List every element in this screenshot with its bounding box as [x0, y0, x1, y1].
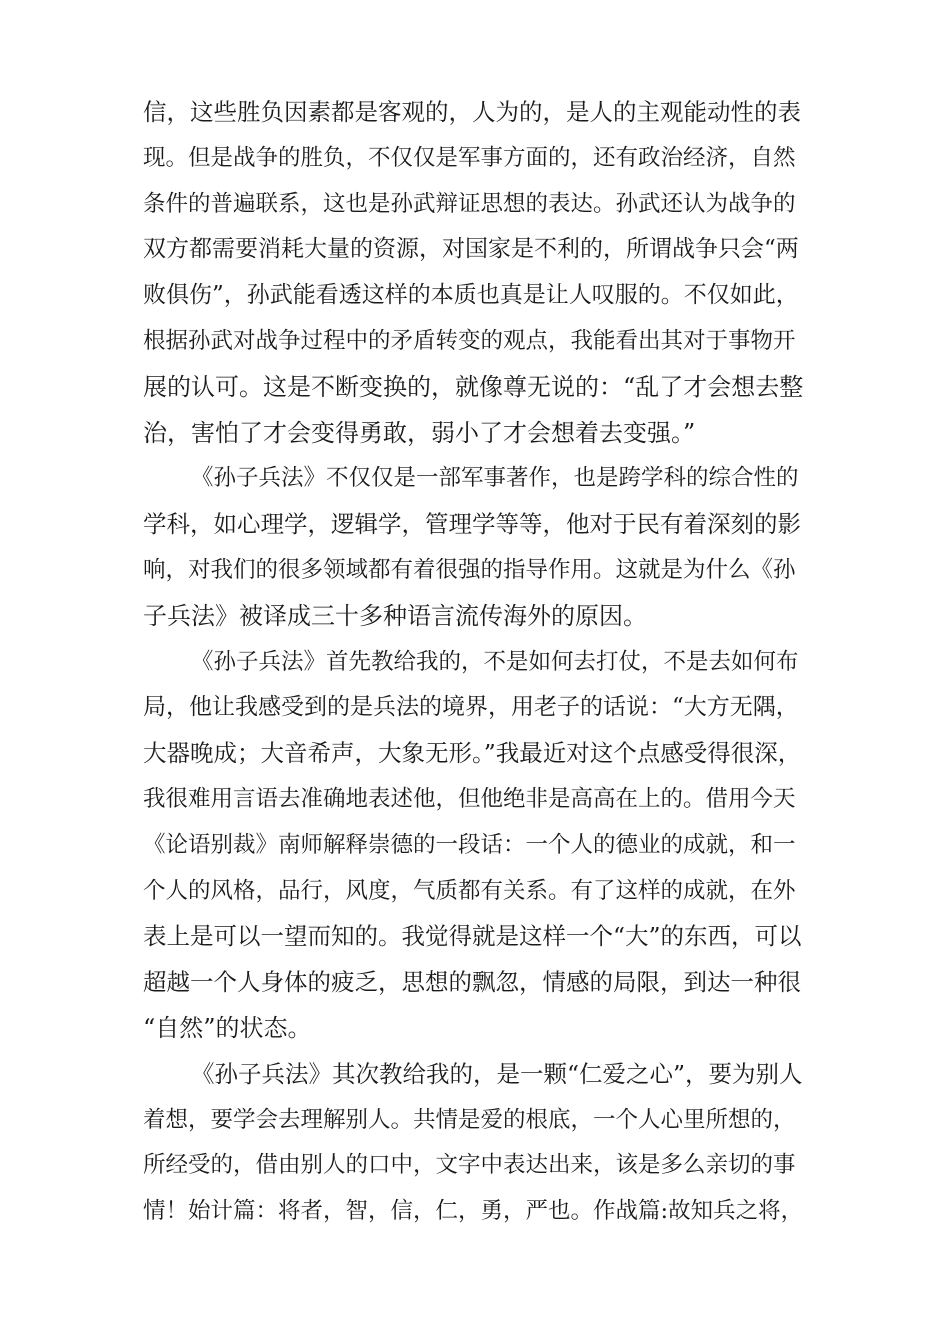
text-line: 《孙子兵法》首先教给我的，不是如何去打仗，不是去如何布: [191, 648, 799, 675]
paragraph-3: [143, 640, 808, 1052]
paragraph-1: [143, 90, 808, 456]
text-line: 双方都需要消耗大量的资源，对国家是不利的，所谓战争只会“两: [143, 236, 799, 263]
text-line: 治，害怕了才会变得勇敢，弱小了才会想着去变强。”: [143, 418, 696, 447]
text-line: 表上是可以一望而知的。我觉得就是这样一个“大”的东西，可以: [143, 922, 802, 951]
text-line: 败俱伤”，孙武能看透这样的本质也真是让人叹服的。不仅如此，: [143, 282, 799, 309]
text-line: 《孙子兵法》不仅仅是一部军事著作，也是跨学科的综合性的: [191, 465, 799, 492]
text-line: 根据孙武对战争过程中的矛盾转变的观点，我能看出其对于事物开: [143, 327, 796, 354]
text-line: 超越一个人身体的疲乏，思想的飘忽，情感的局限，到达一种很: [143, 968, 801, 997]
text-line: 信，这些胜负因素都是客观的，人为的，是人的主观能动性的表: [143, 98, 801, 126]
text-line: 个人的风格，品行，风度，气质都有关系。有了这样的成就，在外: [143, 877, 796, 904]
text-line: 《论语别裁》南师解释崇德的一段话：一个人的德业的成就，和一: [143, 831, 796, 858]
text-line: 子兵法》被译成三十多种语言流传海外的原因。: [143, 601, 647, 630]
text-line: 条件的普遍联系，这也是孙武辩证思想的表达。孙武还认为战争的: [143, 190, 796, 217]
body-text: [143, 90, 808, 1235]
paragraph-2: [143, 456, 808, 639]
text-line: 大器晚成；大音希声，大象无形。”我最近对这个点感受得很深，: [143, 739, 802, 768]
text-line: 我很难用言语去准确地表述他，但他绝非是高高在上的。借用今天: [143, 785, 796, 812]
text-line: 响，对我们的很多领域都有着很强的指导作用。这就是为什么《孙: [143, 556, 796, 583]
text-line: 所经受的，借由别人的口中，文字中表达出来，该是多么亲切的事: [143, 1152, 796, 1179]
text-line: “自然”的状态。: [143, 1013, 312, 1042]
text-line: 《孙子兵法》其次教给我的，是一颗“仁爱之心”，要为别人: [191, 1059, 803, 1088]
text-line: 学科，如心理学，逻辑学，管理学等等，他对于民有着深刻的影: [143, 510, 801, 539]
text-line: 情！始计篇：将者，智，信，仁，勇，严也。作战篇:故知兵之将，: [143, 1198, 804, 1225]
text-line: 展的认可。这是不断变换的，就像尊无说的：“乱了才会想去整: [143, 372, 804, 401]
text-line: 现。但是战争的胜负，不仅仅是军事方面的，还有政治经济，自然: [143, 144, 796, 171]
paragraph-4: [143, 1052, 808, 1235]
text-line: 着想，要学会去理解别人。共情是爱的根底，一个人心里所想的，: [143, 1106, 796, 1133]
text-line: 局，他让我感受到的是兵法的境界，用老子的话说：“大方无隅，: [143, 694, 799, 721]
